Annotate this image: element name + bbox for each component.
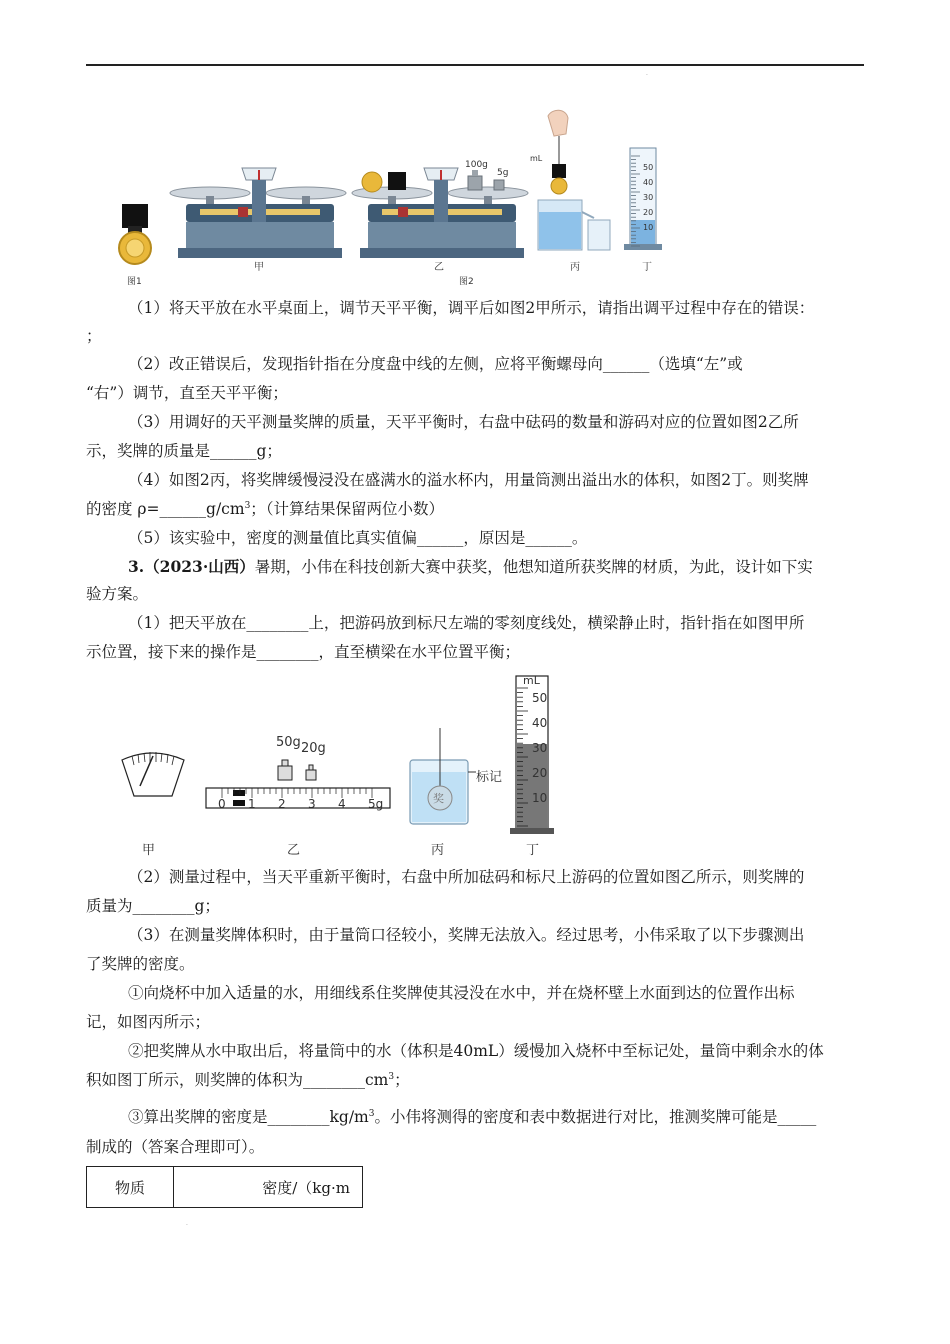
fig3-bing-label: 丙 xyxy=(431,843,445,858)
cylinder-2-tick-label: 10 xyxy=(532,791,548,805)
q3-step2-line2: 积如图丁所示，则奖牌的体积为$\_\_\_\_\_\_\_\_cm^3$； xyxy=(86,1071,410,1089)
header-rule xyxy=(86,64,864,66)
medal-figure xyxy=(119,204,151,264)
page-dot: · xyxy=(646,72,648,79)
cylinder-2-tick-label: 20 xyxy=(532,766,548,780)
cylinder-1-tick-label: 30 xyxy=(643,193,654,202)
mark-label: 标记 xyxy=(476,770,503,785)
ruler-tick-label: 2 xyxy=(278,797,286,811)
fig2-bing-label: 丙 xyxy=(570,262,580,273)
cylinder-2-tick-label: 50 xyxy=(532,691,548,705)
q3-heading-line2: 验方案。 xyxy=(86,585,149,603)
cylinder-2-unit-label: mL xyxy=(523,674,540,687)
fig3-ding-label: 丁 xyxy=(526,843,540,858)
q2-part1-line1: （1）将天平放在水平桌面上，调节天平平衡，调平后如图2甲所示，请指出调平过程中存在的错误： xyxy=(128,299,815,317)
weight-100g-label: 100g xyxy=(465,160,488,170)
q3-part1-line1: （1）把天平放在________上，把游码放到标尺左端的零刻度线处，横梁静止时，指针指在如图甲所 xyxy=(128,614,805,632)
q3-part3-line1: （3）在测量奖牌体积时，由于量筒口径较小，奖牌无法放入。经过思考，小伟采取了以下步骤测出 xyxy=(128,926,805,944)
cylinder-unit-label: mL xyxy=(530,154,543,163)
q3-step3-line1: ③算出奖牌的密度是$\_\_\_\_\_\_\_\_kg/m^3$。小伟将测得的密度和表中数据进行对比，推测奖牌可能是_____ xyxy=(128,1108,817,1126)
fig2-caption: 图2 xyxy=(459,277,474,287)
fig2-yi-label: 乙 xyxy=(434,262,444,273)
q3-part1-line2: 示位置，接下来的操作是________，直至横梁在水平位置平衡； xyxy=(86,643,521,661)
ruler-with-weights-yi xyxy=(206,760,390,808)
q2-part4-line1: （4）如图2丙，将奖牌缓慢浸没在盛满水的溢水杯内，用量筒测出溢出水的体积，如图2丁。则奖牌 xyxy=(128,471,809,489)
cylinder-2-tick-label: 40 xyxy=(532,716,548,730)
fig2-jia-label: 甲 xyxy=(254,262,264,273)
cylinder-1-tick-label: 40 xyxy=(643,178,654,187)
table-header-substance: 物质 xyxy=(87,1167,174,1208)
beaker-bing xyxy=(410,728,476,824)
overflow-cup-bing xyxy=(538,110,610,250)
figure-3-experiment xyxy=(110,668,570,840)
fig1-label: 图1 xyxy=(127,277,142,287)
q2-part2-line1: （2）改正错误后，发现指针指在分度盘中线的左侧，应将平衡螺母向______（选填“左”或 xyxy=(128,355,743,373)
q3-step1-line2: 记，如图丙所示； xyxy=(86,1013,211,1031)
q3-step1-line1: ①向烧杯中加入适量的水，用细线系住奖牌使其浸没在水中，并在烧杯壁上水面到达的位置作出标 xyxy=(128,984,795,1002)
balance-jia xyxy=(170,168,346,258)
footer-dot: · xyxy=(186,1222,188,1229)
weight-5g-label: 5g xyxy=(497,168,509,178)
fig3-yi-label: 乙 xyxy=(287,843,301,858)
q3-heading-line1: 3.（2023·山西）暑期，小伟在科技创新大赛中获奖，他想知道所获奖牌的材质，为此，设计如下实 xyxy=(128,557,813,576)
ruler-tick-label: 4 xyxy=(338,797,346,811)
weight-20g-label: 20g xyxy=(301,741,326,756)
fig3-jia-label: 甲 xyxy=(142,843,156,858)
ruler-tick-label: 1 xyxy=(248,797,256,811)
cylinder-2-tick-label: 30 xyxy=(532,741,548,755)
balance-yi xyxy=(352,168,528,258)
weight-50g-label: 50g xyxy=(276,735,301,750)
q2-part1-line2: ； xyxy=(86,327,102,345)
q3-part3-line2: 了奖牌的密度。 xyxy=(86,955,195,973)
q3-step2-line1: ②把奖牌从水中取出后，将量筒中的水（体积是40mL）缓慢加入烧杯中至标记处，量筒中剩余水的体 xyxy=(128,1042,824,1060)
table-header-row xyxy=(87,1167,363,1208)
figure-2-balance-experiment xyxy=(100,108,680,290)
ruler-tick-label: 5g xyxy=(368,797,384,811)
medal-char: 奖 xyxy=(433,792,444,805)
q3-part2-line2: 质量为________g； xyxy=(86,897,220,915)
cylinder-1-tick-label: 20 xyxy=(643,208,654,217)
ruler-tick-label: 0 xyxy=(218,797,226,811)
density-table xyxy=(86,1166,363,1208)
q2-part5: （5）该实验中，密度的测量值比真实值偏______，原因是______。 xyxy=(128,529,588,547)
cylinder-1-tick-label: 10 xyxy=(643,223,654,232)
q2-part3-line2: 示，奖牌的质量是______g； xyxy=(86,442,282,460)
fig2-ding-label: 丁 xyxy=(642,262,652,273)
q2-part2-line2: “右”）调节，直至天平平衡； xyxy=(86,384,288,402)
cylinder-1-tick-label: 50 xyxy=(643,163,654,172)
table-header-density: 密度/（kg·m xyxy=(174,1167,363,1208)
q3-step3-line2: 制成的（答案合理即可）。 xyxy=(86,1138,265,1156)
pointer-dial-jia xyxy=(122,752,184,796)
q2-part3-line1: （3）用调好的天平测量奖牌的质量，天平平衡时，右盘中砝码的数量和游码对应的位置如图2乙所 xyxy=(128,413,799,431)
q3-part2-line1: （2）测量过程中，当天平重新平衡时，右盘中所加砝码和标尺上游码的位置如图乙所示，则奖牌的 xyxy=(128,868,805,886)
ruler-tick-label: 3 xyxy=(308,797,316,811)
q2-part4-line2: 的密度 $\rho=\_\_\_\_\_\_g/cm^3$；（计算结果保留两位小数） xyxy=(86,500,445,518)
